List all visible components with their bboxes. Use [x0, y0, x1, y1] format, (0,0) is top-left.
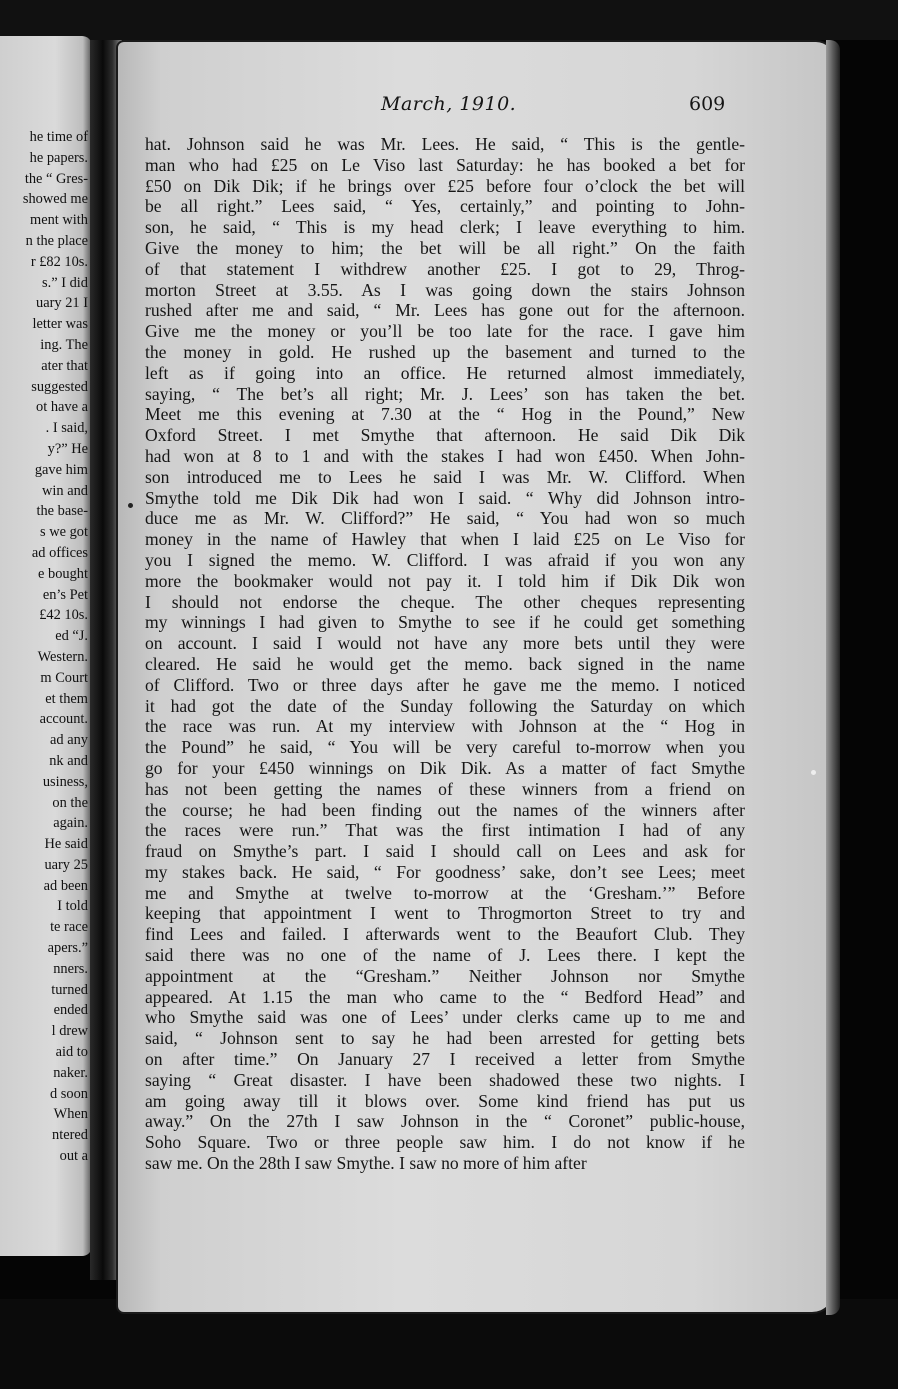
- left-page-line: I told: [57, 898, 88, 915]
- left-page-line: aid to: [55, 1044, 88, 1061]
- left-facing-page: [0, 36, 92, 1256]
- text-line: left as if going into an office. He returned almost immediately,: [145, 362, 745, 383]
- left-page-line: te race: [50, 919, 88, 936]
- left-page-line: showed me: [22, 191, 88, 208]
- text-line: it had got the date of the Sunday following the Saturday on which: [145, 695, 745, 716]
- left-page-line: r £82 10s.: [30, 253, 88, 270]
- text-line: hat. Johnson said he was Mr. Lees. He said, “ This is the gentle-: [145, 134, 745, 154]
- text-line: me and Smythe at twelve to-morrow at the ‘Gresham.’” Before: [145, 882, 745, 903]
- text-line: Oxford Street. I met Smythe that afternoon. He said Dik Dik: [145, 425, 745, 446]
- left-page-line: He said: [44, 836, 88, 853]
- text-line: the race was run. At my interview with Johnson at the “ Hog in: [145, 716, 745, 737]
- left-page-line: nk and: [49, 752, 88, 769]
- margin-mark: [128, 503, 133, 508]
- text-line: rushed after me and said, “ Mr. Lees has gone out for the afternoon.: [145, 300, 745, 321]
- left-page-line: gave him: [34, 461, 88, 478]
- left-page-line: ment with: [30, 212, 88, 229]
- page-body-text: [145, 134, 745, 1174]
- left-page-line: turned: [51, 981, 88, 998]
- text-line: the Pound” he said, “ You will be very careful to-morrow when you: [145, 737, 745, 758]
- text-line: duce me as Mr. W. Clifford?” He said, “ You had won so much: [145, 508, 745, 529]
- left-page-line: ad been: [43, 877, 88, 894]
- page-edge: [826, 40, 840, 1315]
- left-page-line: account.: [39, 711, 88, 728]
- left-page-line: he papers.: [29, 149, 88, 166]
- left-page-line: on the: [52, 794, 88, 811]
- left-page-line: he time of: [29, 129, 88, 145]
- text-line: go for your £450 winnings on Dik Dik. As a matter of fact Smythe: [145, 757, 745, 778]
- text-line: keeping that appointment I went to Throgmorton Street to try and: [145, 903, 745, 924]
- text-line: on after time.” On January 27 I received a letter from Smythe: [145, 1049, 745, 1070]
- left-page-line: et them: [45, 690, 88, 707]
- text-line: am going away till it blows over. Some kind friend has put us: [145, 1090, 745, 1111]
- text-line: away.” On the 27th I saw Johnson in the “ Coronet” public-house,: [145, 1111, 745, 1132]
- text-line: appeared. At 1.15 the man who came to the “ Bedford Head” and: [145, 986, 745, 1007]
- left-page-line: s.” I did: [42, 274, 88, 291]
- text-line: the races were run.” That was the first intimation I had of any: [145, 820, 745, 841]
- text-line: son introduced me to Lees he said I was Mr. W. Clifford. When: [145, 466, 745, 487]
- text-line: saw me. On the 28th I saw Smythe. I saw no more of him after: [145, 1153, 587, 1174]
- text-line: the money in gold. He rushed up the basement and turned to the: [145, 341, 745, 362]
- left-page-line: nners.: [53, 960, 88, 977]
- text-line: money in the name of Hawley that when I laid £25 on Le Viso for: [145, 529, 745, 550]
- text-line: cleared. He said he would get the memo. back signed in the name: [145, 653, 745, 674]
- text-line: has not been getting the names of these winners from a friend on: [145, 778, 745, 799]
- left-page-line: letter was: [32, 316, 88, 333]
- left-page-line: When: [53, 1106, 88, 1123]
- left-page-line: uary 25: [44, 856, 88, 873]
- left-page-line: e bought: [38, 565, 88, 582]
- text-line: Smythe told me Dik Dik had won I said. “ Why did Johnson intro-: [145, 487, 745, 508]
- text-line: saying “ Great disaster. I have been shadowed these two nights. I: [145, 1069, 745, 1090]
- left-page-line: ed “J.: [55, 628, 88, 645]
- text-line: son, he said, “ This is my head clerk; I leave everything to him.: [145, 217, 745, 238]
- text-line: more the bookmaker would not pay it. I told him if Dik Dik won: [145, 570, 745, 591]
- text-line: I should not endorse the cheque. The other cheques representing: [145, 591, 745, 612]
- text-line: said, “ Johnson sent to say he had been arrested for getting bets: [145, 1028, 745, 1049]
- text-line: be all right.” Lees said, “ Yes, certainly,” and pointing to John-: [145, 196, 745, 217]
- scan-frame-top: [0, 0, 898, 40]
- left-page-line: ad any: [50, 732, 88, 749]
- left-page-line: s we got: [40, 524, 88, 541]
- text-line: Give the money to him; the bet will be all right.” On the faith: [145, 237, 745, 258]
- text-line: find Lees and failed. I afterwards went to the Beaufort Club. They: [145, 924, 745, 945]
- left-page-line: d soon: [50, 1085, 88, 1102]
- page-number: 609: [689, 93, 726, 115]
- text-line: Soho Square. Two or three people saw him. I do not know if he: [145, 1132, 745, 1153]
- left-page-line: uary 21 I: [36, 295, 88, 312]
- left-page-line: y?” He: [47, 440, 88, 457]
- text-line: fraud on Smythe’s part. I said I should call on Lees and ask for: [145, 841, 745, 862]
- text-line: the course; he had been finding out the names of the winners after: [145, 799, 745, 820]
- text-line: had won at 8 to 1 and with the stakes I had won £450. When John-: [145, 445, 745, 466]
- text-line: who Smythe said was one of Lees’ under clerks came up to me and: [145, 1007, 745, 1028]
- left-page-line: suggested: [31, 378, 88, 395]
- text-line: saying, “ The bet’s all right; Mr. J. Lees’ son has taken the bet.: [145, 383, 745, 404]
- left-page-line: again.: [53, 815, 88, 832]
- text-line: morton Street at 3.55. As I was going down the stairs Johnson: [145, 279, 745, 300]
- left-page-line: naker.: [53, 1064, 88, 1081]
- text-line: appointment at the “Gresham.” Neither Johnson nor Smythe: [145, 965, 745, 986]
- left-page-line: m Court: [40, 669, 88, 686]
- text-line: you I signed the memo. W. Clifford. I was afraid if you won any: [145, 549, 745, 570]
- left-page-line: the base-: [36, 503, 88, 520]
- left-page-line: en’s Pet: [42, 586, 88, 603]
- left-page-line: . I said,: [45, 420, 88, 437]
- left-page-line: usiness,: [42, 773, 88, 790]
- left-page-line: n the place: [25, 232, 88, 249]
- text-line: Give me the money or you’ll be too late for the race. I gave him: [145, 321, 745, 342]
- left-page-line: ing. The: [40, 336, 88, 353]
- left-page-line: ad offices: [31, 544, 88, 561]
- left-page-text: [23, 127, 88, 1167]
- text-line: Meet me this evening at 7.30 at the “ Hog in the Pound,” New: [145, 404, 745, 425]
- left-page-line: ended: [53, 1002, 88, 1019]
- left-page-line: win and: [42, 482, 88, 499]
- left-page-line: ot have a: [36, 399, 88, 416]
- scan-speck: [811, 770, 816, 775]
- left-page-line: apers.”: [47, 940, 88, 957]
- text-line: of Clifford. Two or three days after he gave me the memo. I noticed: [145, 674, 745, 695]
- text-line: man who had £25 on Le Viso last Saturday: he has booked a bet for: [145, 154, 745, 175]
- running-title: March, 1910.: [381, 93, 517, 115]
- text-line: my stakes back. He said, “ For goodness’ sake, don’t see Lees; meet: [145, 861, 745, 882]
- running-header: [0, 93, 898, 117]
- text-line: of that statement I withdrew another £25. I got to 29, Throg-: [145, 258, 745, 279]
- text-line: my winnings I had given to Smythe to see if he could get something: [145, 612, 745, 633]
- left-page-line: ater that: [41, 357, 88, 374]
- left-page-line: out a: [59, 1148, 88, 1165]
- left-page-line: l drew: [51, 1023, 88, 1040]
- text-line: on account. I said I would not have any more bets until they were: [145, 633, 745, 654]
- text-line: said there was no one of the name of J. Lees there. I kept the: [145, 945, 745, 966]
- left-page-line: £42 10s.: [39, 607, 88, 624]
- text-line: £50 on Dik Dik; if he brings over £25 before four o’clock the bet will: [145, 175, 745, 196]
- left-page-line: Western.: [37, 648, 88, 665]
- scan-frame-bottom: [0, 1299, 898, 1389]
- left-page-line: ntered: [52, 1127, 88, 1144]
- left-page-line: the “ Gres-: [24, 170, 88, 187]
